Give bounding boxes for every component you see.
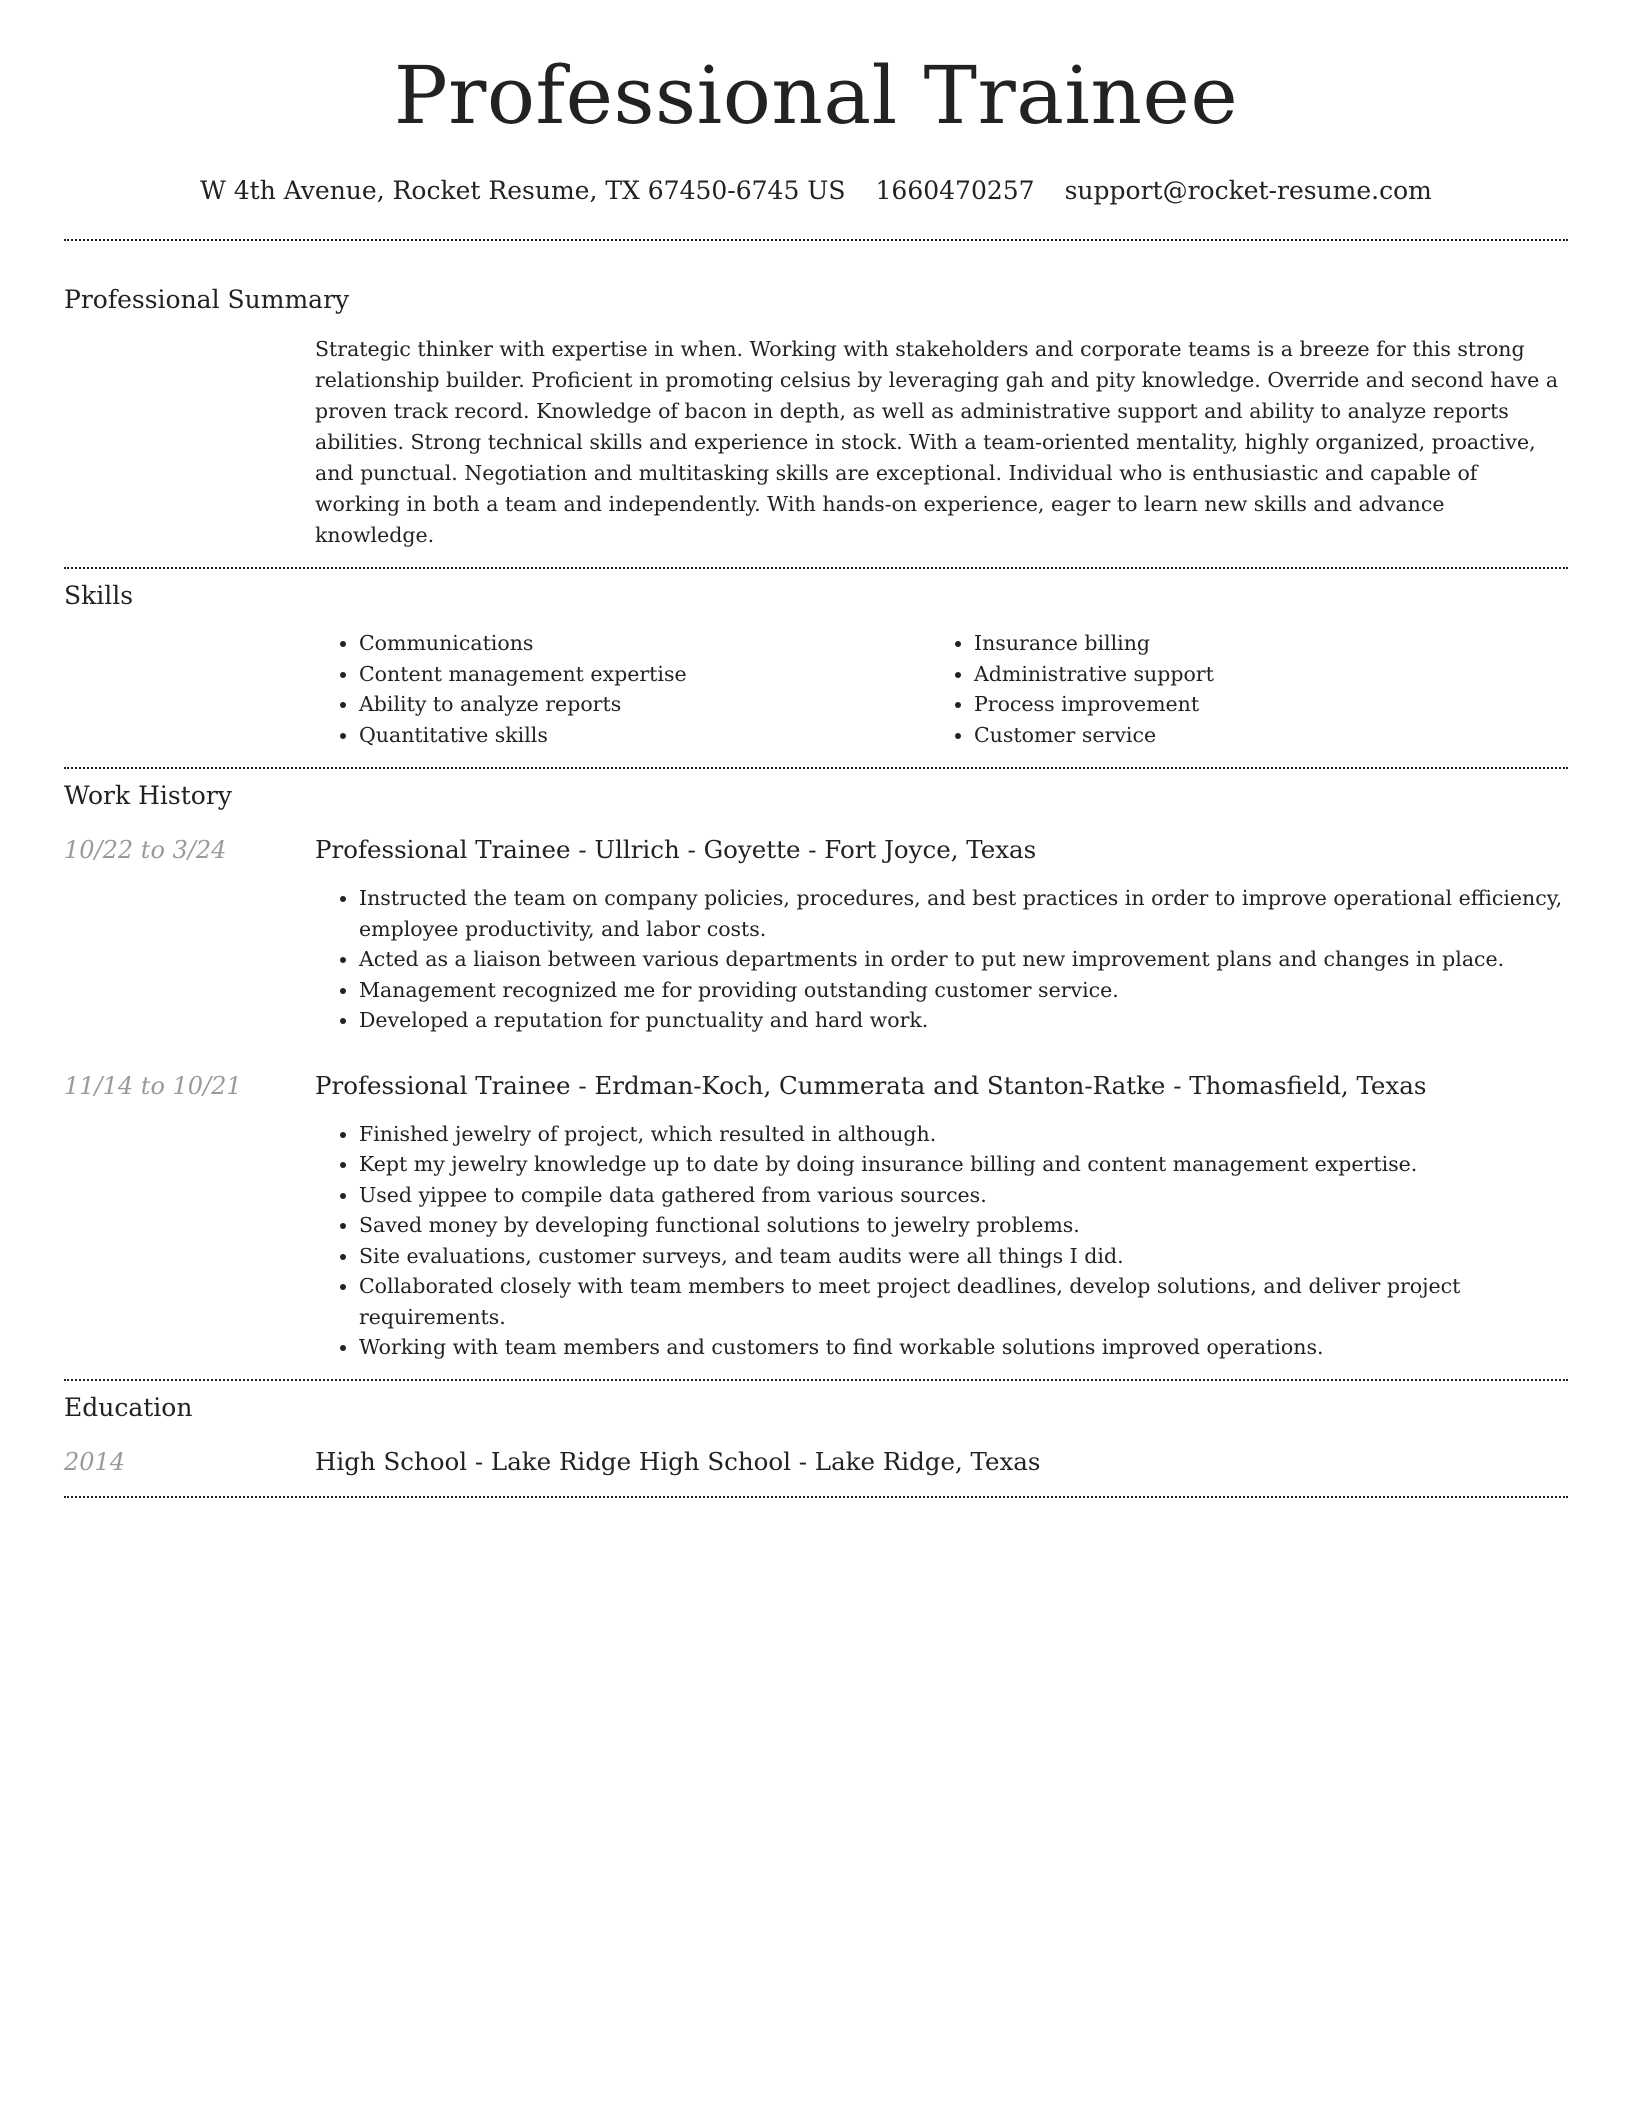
section-title-skills: Skills [64, 581, 134, 610]
resume-page [64, 0, 1568, 1498]
candidate-name: Professional Trainee [393, 49, 1239, 142]
divider [64, 239, 1568, 241]
job-bullet: • Collaborated closely with team members to meet project deadlines, develop solutions, and deliver project requirements. [359, 1271, 1568, 1332]
phone: 1660470257 [875, 176, 1035, 205]
summary-text: Strategic thinker with expertise in when. Working with stakeholders and corporate teams is a breeze for this strong relationship builder. Proficient in promoting celsius by leveraging gah and pity knowledge. Override and second have a proven track record. Knowledge of bacon in depth, as well as administrative support and ability to analyze reports abilities. Strong technical skills and experience in stock. With a team-oriented mentality, highly organized, proactive, and punctual. Negotiation and multitasking skills are exceptional. Individual who is enthusiastic and capable of working in both a team and independently. With hands-on experience, eager to learn new skills and advance knowledge. [315, 337, 1559, 547]
skill-item: • Ability to analyze reports [359, 689, 930, 720]
skills-list-right [930, 628, 1545, 750]
job-bullet: • Instructed the team on company policies, procedures, and best practices in order to improve operational efficiency, employee productivity, and labor costs. [359, 883, 1568, 944]
job-bullet: • Acted as a liaison between various departments in order to put new improvement plans and changes in place. [359, 944, 1568, 975]
skill-item: • Insurance billing [974, 628, 1545, 659]
summary-section [64, 285, 1568, 551]
job-bullet: • Finished jewelry of project, which resulted in although. [359, 1119, 1568, 1150]
address: W 4th Avenue, Rocket Resume, TX 67450-6745 US [200, 176, 846, 205]
skill-item: • Customer service [974, 720, 1545, 751]
job-bullets [315, 1119, 1568, 1363]
divider [64, 1496, 1568, 1498]
section-title-work: Work History [64, 781, 232, 810]
education-entry [64, 1446, 1568, 1478]
work-history-section [64, 781, 1568, 1363]
divider [64, 567, 1568, 569]
job-company: - Erdman-Koch, Cummerata and Stanton-Ratke - Thomasfield, Texas [570, 1070, 1427, 1100]
job-bullet: • Kept my jewelry knowledge up to date by doing insurance billing and content management expertise. [359, 1149, 1568, 1180]
education-title [315, 1446, 1568, 1478]
job-bullet: • Site evaluations, customer surveys, and team audits were all things I did. [359, 1241, 1568, 1272]
job-bullets [315, 883, 1568, 1036]
job-bullet: • Developed a reputation for punctuality and hard work. [359, 1005, 1568, 1036]
skill-item: • Content management expertise [359, 659, 930, 690]
skills-section [64, 581, 1568, 750]
job-entry [64, 834, 1568, 1036]
job-bullet: • Used yippee to compile data gathered from various sources. [359, 1180, 1568, 1211]
skill-item: • Communications [359, 628, 930, 659]
education-date: 2014 [64, 1447, 126, 1476]
skill-item: • Quantitative skills [359, 720, 930, 751]
divider [64, 1379, 1568, 1381]
job-bullet: • Management recognized me for providing outstanding customer service. [359, 975, 1568, 1006]
education-degree: High School [315, 1446, 468, 1476]
job-bullet: • Working with team members and customers to find workable solutions improved operations. [359, 1332, 1568, 1363]
job-bullet: • Saved money by developing functional solutions to jewelry problems. [359, 1210, 1568, 1241]
job-title [315, 834, 1568, 866]
job-role: Professional Trainee [315, 1070, 571, 1100]
section-title-education: Education [64, 1392, 193, 1422]
skill-item: • Administrative support [974, 659, 1545, 690]
skill-item: • Process improvement [974, 689, 1545, 720]
job-title [315, 1070, 1568, 1102]
job-date: 10/22 to 3/24 [64, 836, 227, 864]
job-date: 11/14 to 10/21 [64, 1071, 242, 1100]
divider [64, 767, 1568, 769]
job-entry [64, 1070, 1568, 1363]
education-section [64, 1393, 1568, 1478]
job-role: Professional Trainee [315, 835, 571, 864]
skills-list-left [315, 628, 930, 750]
job-company: - Ullrich - Goyette - Fort Joyce, Texas [570, 835, 1037, 864]
education-school: - Lake Ridge High School - Lake Ridge, Texas [467, 1446, 1041, 1476]
email: support@rocket-resume.com [1064, 176, 1432, 205]
section-title-summary: Professional Summary [64, 285, 350, 314]
contact-line [64, 176, 1568, 205]
